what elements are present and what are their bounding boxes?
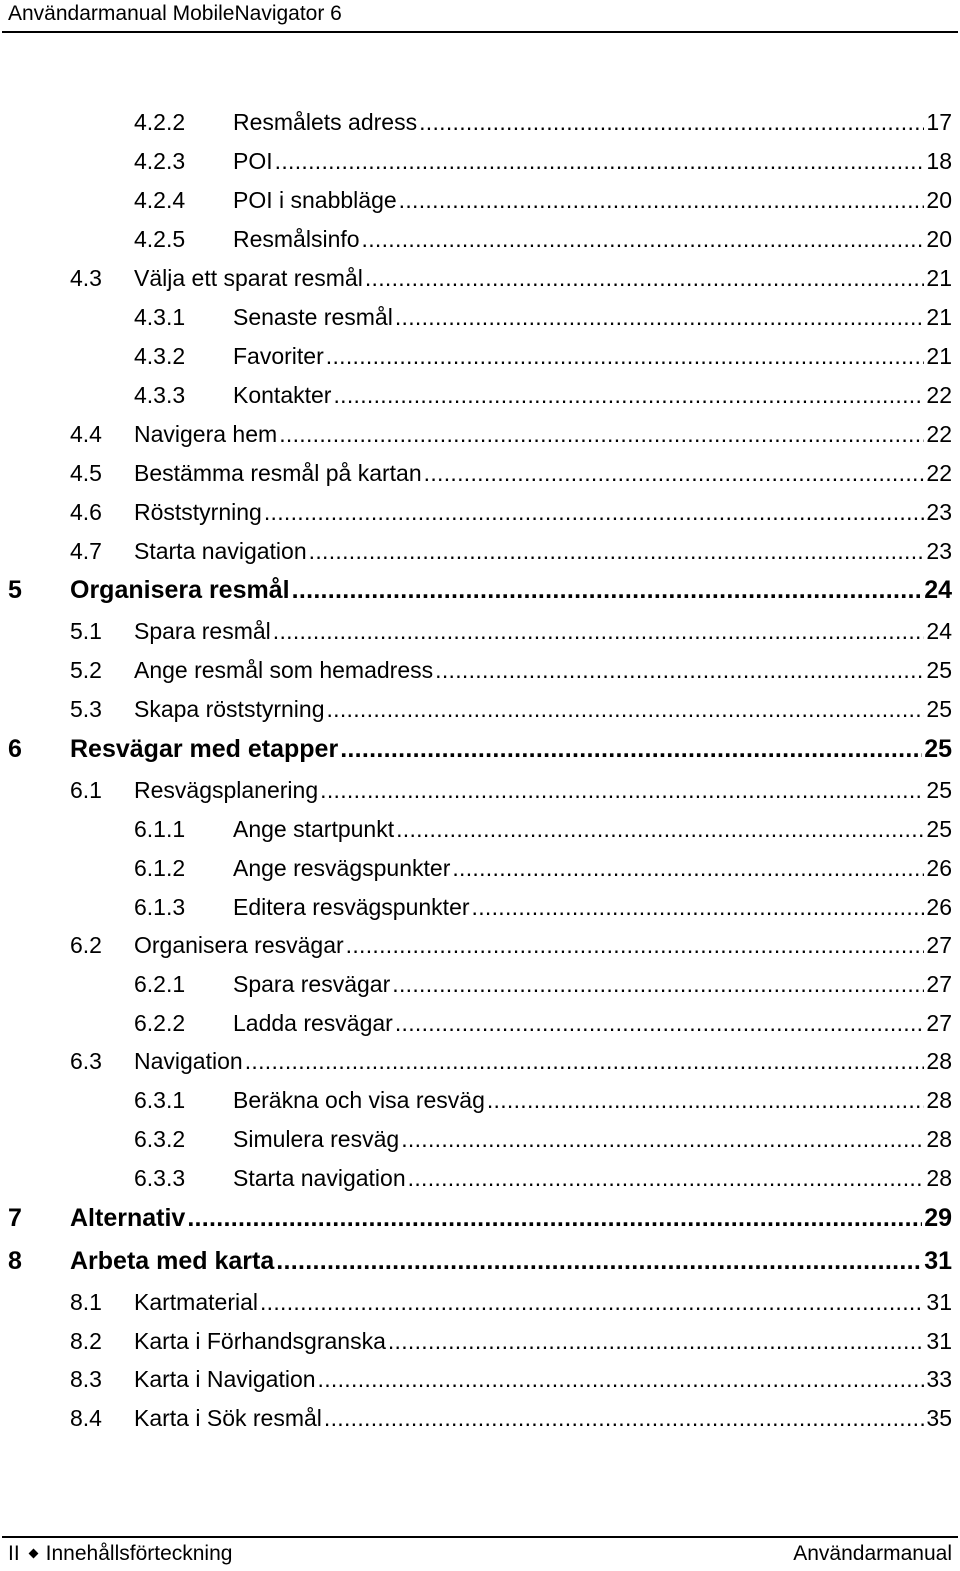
footer-left [8, 1541, 232, 1567]
toc-entry-number: 6.3 [70, 1048, 102, 1074]
toc-entry-page: 25 [926, 777, 952, 803]
toc-entry-number: 4.5 [70, 460, 102, 486]
toc-entry-title: Organisera resmål [70, 576, 290, 604]
toc-entry-number: 8.3 [70, 1366, 102, 1392]
dot-leader [419, 107, 924, 137]
toc-entry-title: Karta i Sök resmål [134, 1405, 322, 1431]
toc-entry-title: Karta i Förhandsgranska [134, 1328, 386, 1354]
toc-entry-page: 26 [926, 894, 952, 920]
toc-entry-number: 6.3.1 [134, 1087, 186, 1113]
toc-entry[interactable] [70, 775, 952, 805]
toc-entry[interactable] [134, 146, 952, 176]
toc-entry-number: 6.3.3 [134, 1165, 186, 1191]
toc-entry-number: 8.2 [70, 1328, 102, 1354]
dot-leader [318, 1364, 925, 1394]
dot-leader [324, 1403, 925, 1433]
toc-entry-title: Ange resmål som hemadress [134, 657, 434, 683]
dot-leader [424, 458, 925, 488]
toc-entry-page: 25 [926, 696, 952, 722]
toc-entry-page: 27 [926, 932, 952, 958]
toc-entry-title: Spara resmål [134, 618, 271, 644]
dot-leader [260, 1287, 924, 1317]
toc-entry-title: Välja ett sparat resmål [134, 265, 363, 291]
toc-entry-number: 4.2.5 [134, 226, 186, 252]
toc-entry-number: 5.1 [70, 618, 102, 644]
toc-entry-title: POI i snabbläge [233, 187, 397, 213]
dot-leader [309, 536, 925, 566]
toc-entry-page: 20 [926, 187, 952, 213]
toc-entry[interactable] [134, 1163, 952, 1193]
toc-entry-title: Kartmaterial [134, 1289, 258, 1315]
toc-entry-number: 8.4 [70, 1405, 102, 1431]
toc-entry-page: 31 [924, 1247, 952, 1275]
toc-entry[interactable] [70, 1046, 952, 1076]
toc-entry-number: 6.2.2 [134, 1010, 186, 1036]
dot-leader [273, 616, 925, 646]
toc-entry-page: 31 [926, 1289, 952, 1315]
toc-entry-page: 28 [926, 1087, 952, 1113]
toc-entry-title: Bestämma resmål på kartan [134, 460, 422, 486]
dot-leader [472, 892, 925, 922]
toc-entry[interactable] [70, 1364, 952, 1394]
toc-entry-number: 6.2.1 [134, 971, 186, 997]
toc-entry[interactable] [134, 1008, 952, 1038]
toc-entry-page: 25 [924, 735, 952, 763]
toc-entry-number: 4.3 [70, 265, 102, 291]
toc-entry[interactable] [8, 1246, 952, 1276]
footer-right: Användarmanual [793, 1542, 952, 1565]
toc-entry-page: 17 [926, 109, 952, 135]
toc-entry-page: 31 [926, 1328, 952, 1354]
dot-leader [401, 1124, 924, 1154]
toc-entry-title: Starta navigation [134, 538, 307, 564]
toc-entry[interactable] [134, 1124, 952, 1154]
dot-leader [326, 341, 925, 371]
toc-entry-title: Navigera hem [134, 421, 278, 447]
dot-leader [435, 655, 924, 685]
toc-entry-number: 4.6 [70, 499, 102, 525]
dot-leader [292, 575, 923, 605]
toc-entry-page: 28 [926, 1048, 952, 1074]
toc-entry[interactable] [134, 185, 952, 215]
toc-entry-number: 6.1 [70, 777, 102, 803]
dot-leader [452, 853, 924, 883]
toc-entry-page: 22 [926, 460, 952, 486]
toc-entry-number: 6.2 [70, 932, 102, 958]
toc-entry-number: 8.1 [70, 1289, 102, 1315]
toc-entry-title: Senaste resmål [233, 304, 393, 330]
toc-entry[interactable] [70, 419, 952, 449]
toc-entry-number: 4.2.4 [134, 187, 186, 213]
toc-entry-number: 4.3.1 [134, 304, 186, 330]
toc-entry-title: Karta i Navigation [134, 1366, 316, 1392]
dot-leader [392, 969, 924, 999]
toc-entry-page: 20 [926, 226, 952, 252]
dot-leader [365, 263, 925, 293]
toc-entry-number: 5 [8, 576, 22, 604]
toc-entry[interactable] [8, 575, 952, 605]
toc-entry-title: Organisera resvägar [134, 932, 344, 958]
toc-entry-number: 8 [8, 1247, 22, 1275]
dot-leader [275, 146, 925, 176]
running-header: Användarmanual MobileNavigator 6 [8, 2, 342, 25]
dot-leader [326, 694, 924, 724]
toc-entry[interactable] [134, 224, 952, 254]
dot-leader [340, 734, 922, 764]
toc-entry[interactable] [70, 616, 952, 646]
toc-entry[interactable] [134, 302, 952, 332]
toc-entry-title: Starta navigation [233, 1165, 406, 1191]
toc-entry[interactable] [134, 1085, 952, 1115]
dot-leader [279, 419, 924, 449]
toc-entry-title: Arbeta med karta [70, 1247, 275, 1275]
dot-leader [346, 930, 925, 960]
toc-entry-page: 33 [926, 1366, 952, 1392]
dot-leader [408, 1163, 925, 1193]
toc-entry-title: Ange resvägspunkter [233, 855, 451, 881]
footer-section-title: Innehållsförteckning [45, 1542, 233, 1565]
toc-entry[interactable] [70, 1287, 952, 1317]
toc-entry[interactable] [70, 263, 952, 293]
toc-entry-page: 24 [926, 618, 952, 644]
toc-entry[interactable] [70, 1403, 952, 1433]
dot-leader [333, 380, 924, 410]
toc-entry[interactable] [134, 892, 952, 922]
toc-entry[interactable] [8, 1203, 952, 1233]
toc-entry-number: 7 [8, 1204, 22, 1232]
toc-entry-number: 4.3.3 [134, 382, 186, 408]
toc-entry-page: 21 [926, 265, 952, 291]
toc-entry-page: 29 [924, 1204, 952, 1232]
toc-entry-title: Resmålsinfo [233, 226, 360, 252]
dot-leader [395, 1008, 925, 1038]
toc-entry-number: 5.2 [70, 657, 102, 683]
toc-entry-title: Skapa röststyrning [134, 696, 325, 722]
toc-entry-title: Alternativ [70, 1204, 186, 1232]
toc-entry-title: Simulera resväg [233, 1126, 400, 1152]
toc-entry-title: Favoriter [233, 343, 324, 369]
toc-entry[interactable] [70, 694, 952, 724]
footer-rule [2, 1536, 958, 1538]
toc-entry[interactable] [70, 1326, 952, 1356]
toc-entry-title: Röststyrning [134, 499, 262, 525]
dot-leader [399, 185, 925, 215]
toc-entry-title: POI [233, 148, 273, 174]
toc-entry-title: Spara resvägar [233, 971, 391, 997]
toc-entry[interactable] [70, 930, 952, 960]
toc-entry-page: 27 [926, 1010, 952, 1036]
toc-entry-title: Kontakter [233, 382, 332, 408]
dot-leader [187, 1203, 922, 1233]
toc-entry[interactable] [70, 655, 952, 685]
toc-entry-page: 22 [926, 382, 952, 408]
toc-entry-title: Beräkna och visa resväg [233, 1087, 485, 1113]
toc-entry-page: 24 [924, 576, 952, 604]
dot-leader [388, 1326, 925, 1356]
toc-entry-page: 25 [926, 657, 952, 683]
toc-entry-number: 4.2.2 [134, 109, 186, 135]
toc-entry-title: Ladda resvägar [233, 1010, 393, 1036]
toc-entry-number: 6 [8, 735, 22, 763]
toc-entry[interactable] [134, 969, 952, 999]
toc-entry[interactable] [70, 458, 952, 488]
dot-leader [396, 814, 924, 844]
toc-entry-title: Navigation [134, 1048, 243, 1074]
toc-entry-page: 25 [926, 816, 952, 842]
toc-entry-title: Resmålets adress [233, 109, 418, 135]
toc-entry-number: 6.3.2 [134, 1126, 186, 1152]
toc-entry-number: 6.1.2 [134, 855, 186, 881]
dot-leader [395, 302, 925, 332]
dot-leader [276, 1246, 922, 1276]
toc-entry-page: 26 [926, 855, 952, 881]
toc-entry-page: 27 [926, 971, 952, 997]
toc-entry-page: 23 [926, 499, 952, 525]
toc-entry[interactable] [70, 536, 952, 566]
toc-entry-number: 4.4 [70, 421, 102, 447]
dot-leader [320, 775, 924, 805]
toc-entry-number: 6.1.3 [134, 894, 186, 920]
dot-leader [362, 224, 925, 254]
dot-leader [245, 1046, 925, 1076]
toc-entry-number: 4.2.3 [134, 148, 186, 174]
toc-entry-number: 6.1.1 [134, 816, 186, 842]
toc-entry-number: 4.3.2 [134, 343, 186, 369]
toc-entry[interactable] [134, 341, 952, 371]
toc-entry-number: 5.3 [70, 696, 102, 722]
toc-entry-page: 28 [926, 1126, 952, 1152]
toc-entry-page: 28 [926, 1165, 952, 1191]
toc-entry-page: 18 [926, 148, 952, 174]
toc-entry-title: Ange startpunkt [233, 816, 395, 842]
diamond-bullet-icon [28, 1548, 38, 1558]
toc-entry[interactable] [134, 107, 952, 137]
toc-entry[interactable] [8, 734, 952, 764]
toc-entry[interactable] [134, 814, 952, 844]
toc-entry-title: Resvägar med etapper [70, 735, 339, 763]
toc-entry-page: 23 [926, 538, 952, 564]
toc-entry-title: Resvägsplanering [134, 777, 319, 803]
toc-entry-page: 22 [926, 421, 952, 447]
toc-entry-page: 35 [926, 1405, 952, 1431]
toc-entry-number: 4.7 [70, 538, 102, 564]
toc-entry[interactable] [134, 853, 952, 883]
toc-entry-page: 21 [926, 304, 952, 330]
toc-entry-title: Editera resvägspunkter [233, 894, 470, 920]
dot-leader [264, 497, 925, 527]
toc-entry-page: 21 [926, 343, 952, 369]
toc-entry[interactable] [70, 497, 952, 527]
toc-entry[interactable] [134, 380, 952, 410]
dot-leader [487, 1085, 925, 1115]
footer-page-number: II [8, 1542, 20, 1565]
